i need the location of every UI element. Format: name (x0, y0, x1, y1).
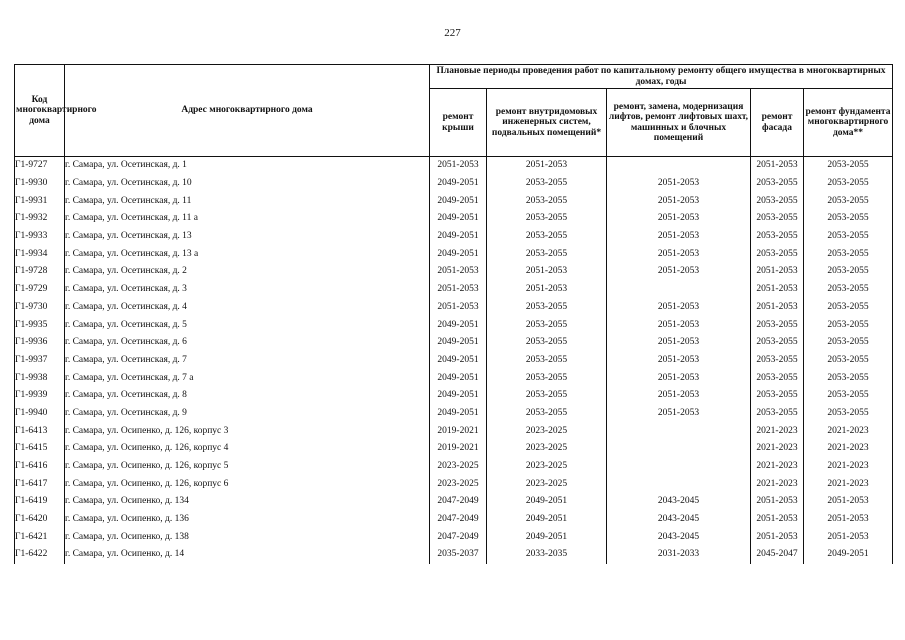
cell-elevators: 2043-2045 (607, 528, 751, 546)
cell-roof: 2019-2021 (430, 440, 487, 458)
cell-facade: 2021-2023 (751, 440, 804, 458)
cell-address: г. Самара, ул. Осетинская, д. 7 (65, 352, 430, 370)
cell-elevators (607, 281, 751, 299)
cell-foundation: 2049-2051 (804, 546, 893, 564)
cell-facade: 2053-2055 (751, 405, 804, 423)
cell-address: г. Самара, ул. Осетинская, д. 10 (65, 175, 430, 193)
cell-roof: 2049-2051 (430, 192, 487, 210)
cell-address: г. Самара, ул. Осипенко, д. 138 (65, 528, 430, 546)
table-row (15, 458, 893, 476)
cell-foundation: 2053-2055 (804, 352, 893, 370)
cell-foundation: 2053-2055 (804, 281, 893, 299)
cell-elevators: 2051-2053 (607, 369, 751, 387)
cell-systems: 2023-2025 (487, 475, 607, 493)
cell-roof: 2023-2025 (430, 458, 487, 476)
cell-roof: 2051-2053 (430, 281, 487, 299)
table-row (15, 422, 893, 440)
cell-systems: 2053-2055 (487, 387, 607, 405)
cell-code: Г1-9938 (15, 369, 65, 387)
cell-roof: 2019-2021 (430, 422, 487, 440)
table-row (15, 440, 893, 458)
cell-foundation: 2053-2055 (804, 157, 893, 175)
cell-code: Г1-9730 (15, 299, 65, 317)
cell-code: Г1-9931 (15, 192, 65, 210)
cell-address: г. Самара, ул. Осетинская, д. 6 (65, 334, 430, 352)
cell-foundation: 2053-2055 (804, 334, 893, 352)
cell-elevators: 2051-2053 (607, 387, 751, 405)
cell-roof: 2051-2053 (430, 299, 487, 317)
cell-elevators: 2051-2053 (607, 405, 751, 423)
cell-systems: 2053-2055 (487, 316, 607, 334)
cell-address: г. Самара, ул. Осетинская, д. 13 (65, 228, 430, 246)
cell-address: г. Самара, ул. Осипенко, д. 134 (65, 493, 430, 511)
table-row (15, 546, 893, 564)
cell-roof: 2049-2051 (430, 175, 487, 193)
cell-address: г. Самара, ул. Осетинская, д. 7 а (65, 369, 430, 387)
cell-facade: 2051-2053 (751, 263, 804, 281)
capital-repair-table (14, 64, 893, 564)
cell-systems: 2053-2055 (487, 245, 607, 263)
cell-code: Г1-6413 (15, 422, 65, 440)
cell-systems: 2053-2055 (487, 210, 607, 228)
cell-code: Г1-6421 (15, 528, 65, 546)
table-row (15, 528, 893, 546)
cell-systems: 2049-2051 (487, 528, 607, 546)
cell-code: Г1-6417 (15, 475, 65, 493)
cell-systems: 2053-2055 (487, 228, 607, 246)
cell-systems: 2023-2025 (487, 422, 607, 440)
cell-address: г. Самара, ул. Осипенко, д. 136 (65, 511, 430, 529)
cell-code: Г1-9937 (15, 352, 65, 370)
cell-foundation: 2053-2055 (804, 299, 893, 317)
cell-facade: 2053-2055 (751, 334, 804, 352)
cell-address: г. Самара, ул. Осетинская, д. 9 (65, 405, 430, 423)
cell-systems: 2053-2055 (487, 369, 607, 387)
cell-elevators: 2031-2033 (607, 546, 751, 564)
cell-roof: 2049-2051 (430, 334, 487, 352)
cell-facade: 2053-2055 (751, 192, 804, 210)
cell-address: г. Самара, ул. Осетинская, д. 5 (65, 316, 430, 334)
cell-facade: 2021-2023 (751, 475, 804, 493)
cell-elevators: 2051-2053 (607, 263, 751, 281)
cell-facade: 2053-2055 (751, 210, 804, 228)
cell-roof: 2049-2051 (430, 369, 487, 387)
cell-foundation: 2053-2055 (804, 405, 893, 423)
cell-foundation: 2021-2023 (804, 422, 893, 440)
cell-address: г. Самара, ул. Осетинская, д. 11 а (65, 210, 430, 228)
cell-facade: 2053-2055 (751, 245, 804, 263)
header-code: Код многоквартирного дома (15, 65, 65, 157)
cell-code: Г1-9727 (15, 157, 65, 175)
cell-elevators: 2043-2045 (607, 493, 751, 511)
cell-roof: 2035-2037 (430, 546, 487, 564)
cell-systems: 2053-2055 (487, 334, 607, 352)
cell-foundation: 2053-2055 (804, 245, 893, 263)
table-row (15, 192, 893, 210)
cell-roof: 2047-2049 (430, 528, 487, 546)
table-row (15, 405, 893, 423)
cell-facade: 2051-2053 (751, 299, 804, 317)
table-row (15, 281, 893, 299)
cell-roof: 2047-2049 (430, 511, 487, 529)
cell-elevators (607, 440, 751, 458)
cell-roof: 2047-2049 (430, 493, 487, 511)
cell-code: Г1-6415 (15, 440, 65, 458)
cell-systems: 2023-2025 (487, 440, 607, 458)
cell-facade: 2053-2055 (751, 228, 804, 246)
table-row (15, 369, 893, 387)
cell-systems: 2051-2053 (487, 281, 607, 299)
table-row (15, 511, 893, 529)
cell-address: г. Самара, ул. Осипенко, д. 14 (65, 546, 430, 564)
cell-code: Г1-6416 (15, 458, 65, 476)
cell-address: г. Самара, ул. Осетинская, д. 11 (65, 192, 430, 210)
header-systems: ремонт внутридомовых инженерных систем, подвальных помещений* (487, 89, 607, 157)
cell-systems: 2053-2055 (487, 299, 607, 317)
cell-elevators: 2051-2053 (607, 352, 751, 370)
cell-code: Г1-9939 (15, 387, 65, 405)
cell-elevators (607, 458, 751, 476)
cell-foundation: 2053-2055 (804, 369, 893, 387)
cell-address: г. Самара, ул. Осипенко, д. 126, корпус 3 (65, 422, 430, 440)
cell-elevators: 2043-2045 (607, 511, 751, 529)
cell-facade: 2051-2053 (751, 511, 804, 529)
cell-roof: 2023-2025 (430, 475, 487, 493)
cell-code: Г1-6420 (15, 511, 65, 529)
table-row (15, 387, 893, 405)
cell-elevators (607, 157, 751, 175)
cell-address: г. Самара, ул. Осетинская, д. 13 а (65, 245, 430, 263)
cell-code: Г1-9930 (15, 175, 65, 193)
cell-foundation: 2051-2053 (804, 493, 893, 511)
cell-foundation: 2053-2055 (804, 210, 893, 228)
cell-foundation: 2021-2023 (804, 475, 893, 493)
cell-elevators (607, 422, 751, 440)
cell-facade: 2021-2023 (751, 422, 804, 440)
cell-foundation: 2053-2055 (804, 316, 893, 334)
cell-facade: 2053-2055 (751, 387, 804, 405)
cell-facade: 2051-2053 (751, 528, 804, 546)
cell-foundation: 2053-2055 (804, 175, 893, 193)
cell-roof: 2049-2051 (430, 316, 487, 334)
cell-facade: 2051-2053 (751, 493, 804, 511)
cell-roof: 2051-2053 (430, 263, 487, 281)
cell-elevators: 2051-2053 (607, 245, 751, 263)
cell-elevators: 2051-2053 (607, 228, 751, 246)
header-roof: ремонт крыши (430, 89, 487, 157)
cell-elevators: 2051-2053 (607, 175, 751, 193)
cell-facade: 2053-2055 (751, 316, 804, 334)
table-row (15, 263, 893, 281)
cell-code: Г1-9729 (15, 281, 65, 299)
header-facade: ремонт фасада (751, 89, 804, 157)
cell-code: Г1-6422 (15, 546, 65, 564)
cell-address: г. Самара, ул. Осетинская, д. 3 (65, 281, 430, 299)
cell-foundation: 2021-2023 (804, 440, 893, 458)
cell-systems: 2053-2055 (487, 175, 607, 193)
cell-roof: 2051-2053 (430, 157, 487, 175)
cell-systems: 2049-2051 (487, 493, 607, 511)
table-row (15, 334, 893, 352)
header-address: Адрес многоквартирного дома (65, 65, 430, 157)
cell-foundation: 2021-2023 (804, 458, 893, 476)
cell-systems: 2033-2035 (487, 546, 607, 564)
cell-foundation: 2051-2053 (804, 511, 893, 529)
cell-elevators: 2051-2053 (607, 334, 751, 352)
cell-systems: 2051-2053 (487, 263, 607, 281)
header-foundation: ремонт фундамента многоквартирного дома** (804, 89, 893, 157)
cell-foundation: 2053-2055 (804, 387, 893, 405)
cell-roof: 2049-2051 (430, 352, 487, 370)
table-body (15, 157, 893, 564)
table-row (15, 175, 893, 193)
cell-elevators: 2051-2053 (607, 210, 751, 228)
header-periods-title: Плановые периоды проведения работ по капитальному ремонту общего имущества в многоквартирных домах, годы (430, 65, 893, 89)
cell-foundation: 2053-2055 (804, 228, 893, 246)
cell-address: г. Самара, ул. Осетинская, д. 1 (65, 157, 430, 175)
cell-systems: 2053-2055 (487, 405, 607, 423)
cell-roof: 2049-2051 (430, 387, 487, 405)
table-row (15, 210, 893, 228)
cell-systems: 2023-2025 (487, 458, 607, 476)
cell-facade: 2051-2053 (751, 281, 804, 299)
page-number: 227 (444, 27, 461, 39)
cell-code: Г1-9932 (15, 210, 65, 228)
cell-roof: 2049-2051 (430, 228, 487, 246)
cell-elevators (607, 475, 751, 493)
table-row (15, 316, 893, 334)
table-row (15, 352, 893, 370)
cell-facade: 2053-2055 (751, 369, 804, 387)
cell-code: Г1-9934 (15, 245, 65, 263)
cell-code: Г1-9936 (15, 334, 65, 352)
cell-foundation: 2053-2055 (804, 192, 893, 210)
cell-code: Г1-6419 (15, 493, 65, 511)
cell-systems: 2051-2053 (487, 157, 607, 175)
cell-systems: 2053-2055 (487, 192, 607, 210)
cell-code: Г1-9940 (15, 405, 65, 423)
cell-code: Г1-9935 (15, 316, 65, 334)
table-row (15, 245, 893, 263)
cell-facade: 2053-2055 (751, 352, 804, 370)
cell-elevators: 2051-2053 (607, 192, 751, 210)
cell-facade: 2021-2023 (751, 458, 804, 476)
cell-address: г. Самара, ул. Осипенко, д. 126, корпус 6 (65, 475, 430, 493)
table-row (15, 228, 893, 246)
cell-facade: 2051-2053 (751, 157, 804, 175)
cell-roof: 2049-2051 (430, 210, 487, 228)
cell-systems: 2049-2051 (487, 511, 607, 529)
cell-facade: 2045-2047 (751, 546, 804, 564)
cell-foundation: 2053-2055 (804, 263, 893, 281)
cell-roof: 2049-2051 (430, 405, 487, 423)
cell-address: г. Самара, ул. Осетинская, д. 8 (65, 387, 430, 405)
table-row (15, 475, 893, 493)
cell-address: г. Самара, ул. Осипенко, д. 126, корпус 4 (65, 440, 430, 458)
table-row (15, 493, 893, 511)
cell-address: г. Самара, ул. Осетинская, д. 2 (65, 263, 430, 281)
table-row (15, 157, 893, 175)
cell-roof: 2049-2051 (430, 245, 487, 263)
cell-address: г. Самара, ул. Осетинская, д. 4 (65, 299, 430, 317)
cell-code: Г1-9933 (15, 228, 65, 246)
cell-foundation: 2051-2053 (804, 528, 893, 546)
cell-code: Г1-9728 (15, 263, 65, 281)
cell-systems: 2053-2055 (487, 352, 607, 370)
cell-elevators: 2051-2053 (607, 299, 751, 317)
cell-elevators: 2051-2053 (607, 316, 751, 334)
table-row (15, 299, 893, 317)
cell-address: г. Самара, ул. Осипенко, д. 126, корпус 5 (65, 458, 430, 476)
cell-facade: 2053-2055 (751, 175, 804, 193)
header-elevators: ремонт, замена, модернизация лифтов, ремонт лифтовых шахт, машинных и блочных помещений (607, 89, 751, 157)
